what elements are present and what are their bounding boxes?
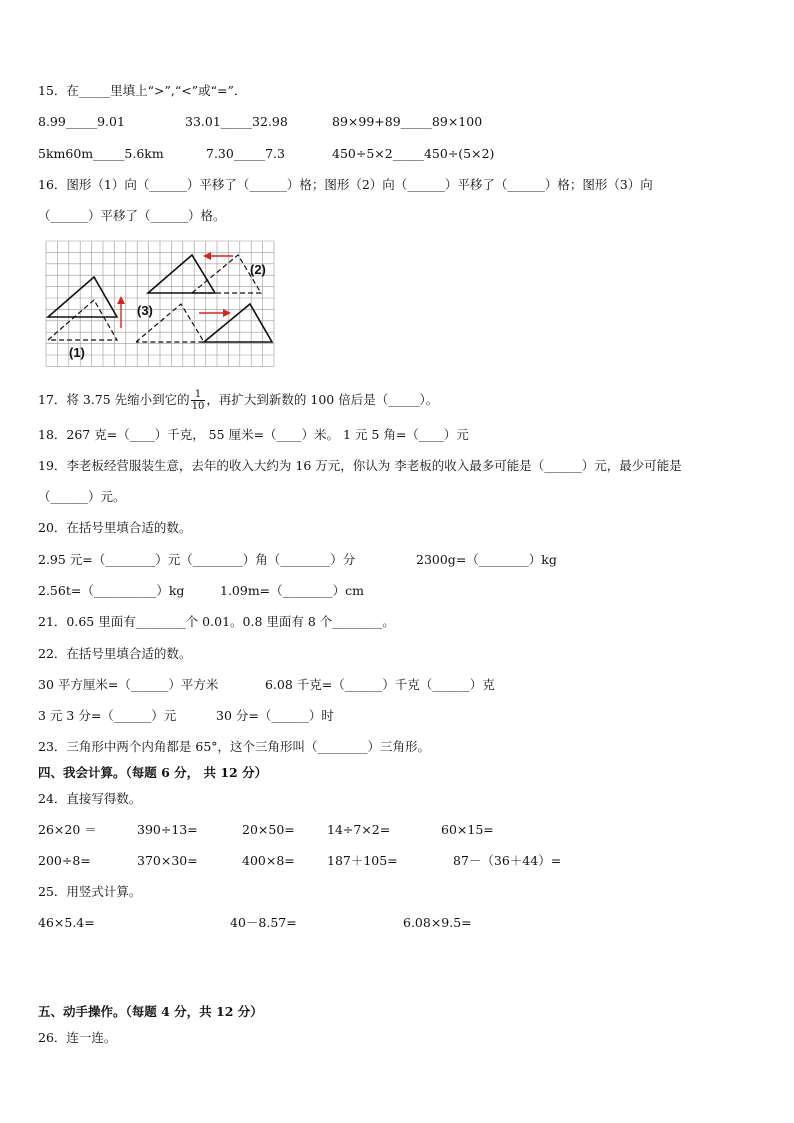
shape-3-triangle bbox=[204, 304, 272, 342]
shape-3-label: (3) bbox=[137, 303, 153, 318]
q25-title: 25．用竖式计算。 bbox=[38, 884, 142, 899]
q25-item: 6.08×9.5= bbox=[403, 915, 472, 930]
q22-item: 30 平方厘米=（______）平方米 bbox=[38, 677, 219, 692]
q24-item: 400×8= bbox=[242, 853, 295, 868]
q24-item: 187＋105= bbox=[327, 853, 398, 868]
q20-item: 1.09m=（________）cm bbox=[220, 583, 365, 598]
q15-item: 5km60m_____5.6km bbox=[38, 146, 164, 161]
q24-item: 20×50= bbox=[242, 822, 295, 837]
q19-line1: 19．李老板经营服装生意，去年的收入大约为 16 万元，你认为 李老板的收入最多可能是（______）元，最少可能是 bbox=[38, 458, 682, 473]
q15-item: 33.01_____32.98 bbox=[185, 114, 288, 129]
q24-item: 14÷7×2= bbox=[327, 822, 391, 837]
q16-line2: （______）平移了（______）格。 bbox=[38, 208, 226, 223]
red-arrows bbox=[117, 252, 233, 328]
q24-item: 87－（36＋44）= bbox=[453, 853, 562, 868]
q24-item: 390÷13= bbox=[137, 822, 198, 837]
section-5-heading: 五、动手操作。（每题 4 分，共 12 分） bbox=[38, 1004, 263, 1019]
q24-item: 200÷8= bbox=[38, 853, 91, 868]
q15-title: 15．在_____里填上“>”,“<”或“=”． bbox=[38, 83, 247, 98]
q15-item: 8.99_____9.01 bbox=[38, 114, 125, 129]
translation-grid-figure bbox=[45, 240, 275, 368]
shape-1-triangle bbox=[48, 277, 117, 317]
fraction-one-tenth: $\frac{1}{10}$ bbox=[191, 389, 205, 412]
q24-item: 370×30= bbox=[137, 853, 198, 868]
shape-1-original-dashed bbox=[48, 300, 117, 340]
q22-item: 30 分=（______）时 bbox=[216, 708, 334, 723]
q24-title: 24．直接写得数。 bbox=[38, 791, 142, 806]
shape-2-label: (2) bbox=[250, 262, 266, 277]
q15-item: 89×99+89_____89×100 bbox=[332, 114, 483, 129]
shape-2-triangle bbox=[148, 255, 215, 293]
q24-item: 60×15= bbox=[441, 822, 494, 837]
q25-item: 40－8.57= bbox=[230, 915, 297, 930]
q17-after: ，再扩大到新数的 100 倍后是（_____）。 bbox=[206, 392, 439, 407]
q20-item: 2.56t=（__________）kg bbox=[38, 583, 185, 598]
q25-item: 46×5.4= bbox=[38, 915, 95, 930]
q18: 18．267 克=（____）千克， 55 厘米=（____）米。 1 元 5 角=（____）元 bbox=[38, 427, 469, 442]
q20-item: 2300g=（________）kg bbox=[416, 552, 557, 567]
q22-item: 3 元 3 分=（______）元 bbox=[38, 708, 177, 723]
q22-item: 6.08 千克=（______）千克（______）克 bbox=[265, 677, 495, 692]
q15-item: 7.30_____7.3 bbox=[206, 146, 285, 161]
q16-line1: 16．图形（1）向（______）平移了（______）格；图形（2）向（______）平移了（______）格；图形（3）向 bbox=[38, 177, 653, 192]
q19-line2: （______）元。 bbox=[38, 489, 126, 504]
q26: 26．连一连。 bbox=[38, 1030, 117, 1045]
q17-before: 17．将 3.75 先缩小到它的 bbox=[38, 392, 190, 407]
shape-1-label: (1) bbox=[69, 345, 85, 360]
q22-title: 22．在括号里填合适的数。 bbox=[38, 646, 192, 661]
q17 bbox=[38, 389, 438, 412]
q20-item: 2.95 元=（________）元（________）角（________）分 bbox=[38, 552, 356, 567]
q20-title: 20．在括号里填合适的数。 bbox=[38, 520, 192, 535]
q21: 21．0.65 里面有________个 0.01。0.8 里面有 8 个________。 bbox=[38, 614, 395, 629]
section-4-heading: 四、我会计算。（每题 6 分， 共 12 分） bbox=[38, 765, 268, 780]
q15-item: 450÷5×2_____450÷(5×2) bbox=[332, 146, 495, 161]
q24-item: 26×20 ＝ bbox=[38, 822, 97, 837]
q23: 23．三角形中两个内角都是 65°，这个三角形叫（________）三角形。 bbox=[38, 739, 431, 754]
